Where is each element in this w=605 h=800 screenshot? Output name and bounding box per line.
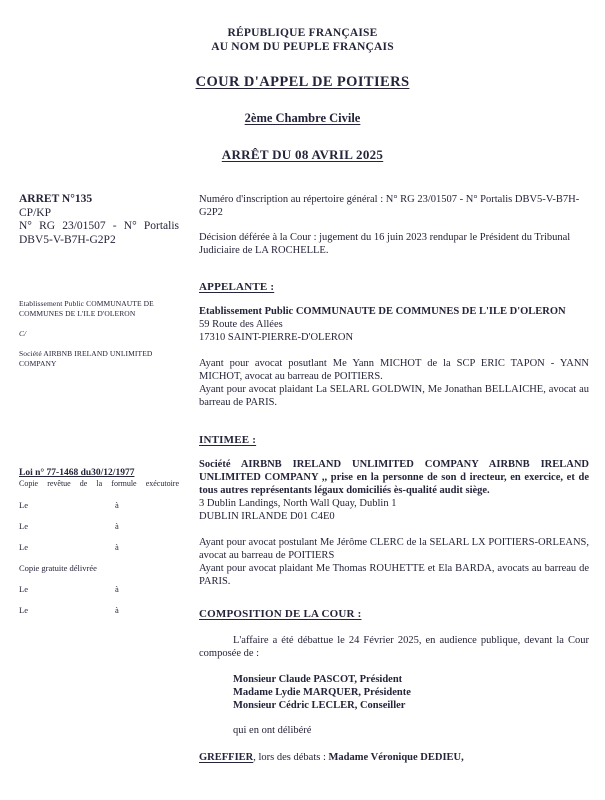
- deliberation-note: qui en ont délibéré: [233, 725, 312, 736]
- portalis-code: DBV5-V-B7H-G2P2: [19, 233, 116, 246]
- document-masthead: [0, 0, 605, 163]
- a-label: à: [115, 583, 119, 594]
- respondent-name: Société AIRBNB IRELAND UNLIMITED COMPANY AIRBNB IRELAND UNLIMITED COMPANY ,, prise en la personne de son d irecteur, en exercice, et de tous autres représentants légaux domiciliés ès-qualité audit siège.: [199, 459, 589, 496]
- free-copy-date-row: [19, 605, 179, 615]
- judge-entry: Monsieur Cédric LECLER, Conseiller: [233, 700, 406, 711]
- copy-date-row: [19, 521, 179, 531]
- respondent-address-line-1: 3 Dublin Landings, North Wall Quay, Dublin 1: [199, 498, 397, 509]
- appellant-address-line-2: 17310 SAINT-PIERRE-D'OLERON: [199, 332, 354, 343]
- court-composition-heading: COMPOSITION DE LA COUR :: [199, 608, 362, 620]
- hearing-intro: L'affaire a été débattue le 24 Février 2025, en audience publique, devant la Cour composée de :: [199, 635, 589, 659]
- le-label: Le: [19, 604, 28, 615]
- judges-list: [199, 673, 589, 712]
- judge-entry: Madame Lydie MARQUER, Présidente: [233, 687, 411, 698]
- court-name: COUR D'APPEL DE POITIERS: [195, 74, 410, 90]
- law-subtitle: Copie revêtue de la formule exécutoire: [19, 479, 179, 488]
- republic-line-1: RÉPUBLIQUE FRANÇAISE: [227, 27, 378, 39]
- appellant-postulating-lawyer: Ayant pour avocat posutlant Me Yann MICHOT de la SCP ERIC TAPON - YANN MICHOT, avocat au barreau de POITIERS.: [199, 358, 589, 382]
- clerk-label: GREFFIER: [199, 752, 254, 763]
- a-label: à: [115, 604, 119, 615]
- rg-number: N° RG 23/01507 - N° Portalis: [19, 220, 179, 232]
- registration-number-paragraph: Numéro d'inscription au répertoire général : N° RG 23/01507 - N° Portalis DBV5-V-B7H-G2P2: [199, 194, 580, 218]
- appellant-heading: APPELANTE :: [199, 281, 275, 293]
- le-label: Le: [19, 520, 28, 531]
- le-label: Le: [19, 583, 28, 594]
- case-reference-block: [19, 193, 179, 247]
- referred-decision-paragraph: Décision déférée à la Cour : jugement du 16 juin 2023 rendupar le Président du Tribunal Judiciaire de LA ROCHELLE.: [199, 232, 571, 256]
- appellant-name: Etablissement Public COMMUNAUTE DE COMMUNES DE L'ILE D'OLERON: [199, 306, 566, 317]
- enforcement-formula-block: [19, 468, 179, 615]
- republic-line-2: AU NOM DU PEUPLE FRANÇAIS: [211, 41, 394, 53]
- a-label: à: [115, 499, 119, 510]
- clerk-connector: , lors des débats :: [253, 752, 329, 763]
- judgment-date-title: ARRÊT DU 08 AVRIL 2025: [221, 147, 384, 162]
- clerk-initials: CP/KP: [19, 206, 51, 219]
- respondent-pleading-lawyer: Ayant pour avocat plaidant Me Thomas ROUHETTE et Ela BARDA, avocats au barreau de PARIS.: [199, 563, 589, 587]
- le-label: Le: [19, 541, 28, 552]
- sidebar-party-respondent: Société AIRBNB IRELAND UNLIMITED COMPANY: [19, 349, 153, 368]
- sidebar-party-appellant: Etablissement Public COMMUNAUTE DE COMMUNES DE L'ILE D'OLERON: [19, 299, 154, 318]
- copy-date-row: [19, 542, 179, 552]
- margin-sidebar: [19, 193, 179, 615]
- copy-date-row: [19, 500, 179, 510]
- a-label: à: [115, 520, 119, 531]
- appellant-pleading-lawyer: Ayant pour avocat plaidant La SELARL GOLDWIN, Me Jonathan BELLAICHE, avocat au barreau de PARIS.: [199, 384, 589, 408]
- le-label: Le: [19, 499, 28, 510]
- clerk-name: Madame Véronique DEDIEU,: [328, 752, 464, 763]
- law-reference: Loi n° 77-1468 du30/12/1977: [19, 468, 135, 478]
- clerk-line: [199, 752, 589, 763]
- appellant-address-line-1: 59 Route des Allées: [199, 319, 283, 330]
- sidebar-party-separator: C/: [19, 329, 27, 338]
- judge-entry: Monsieur Claude PASCOT, Président: [233, 674, 403, 685]
- respondent-address-line-2: DUBLIN IRLANDE D01 C4E0: [199, 511, 335, 522]
- respondent-postulating-lawyer: Ayant pour avocat postulant Me Jérôme CLERC de la SELARL LX POITIERS-ORLEANS, avocat au barreau de POITIERS: [199, 537, 589, 561]
- main-content-column: [199, 193, 589, 763]
- free-copy-label: Copie gratuite délivrée: [19, 562, 97, 573]
- arret-number: ARRET N°135: [19, 193, 93, 205]
- free-copy-date-row: [19, 584, 179, 594]
- chamber-name: 2ème Chambre Civile: [244, 111, 361, 125]
- respondent-heading: INTIMEE :: [199, 434, 257, 446]
- a-label: à: [115, 541, 119, 552]
